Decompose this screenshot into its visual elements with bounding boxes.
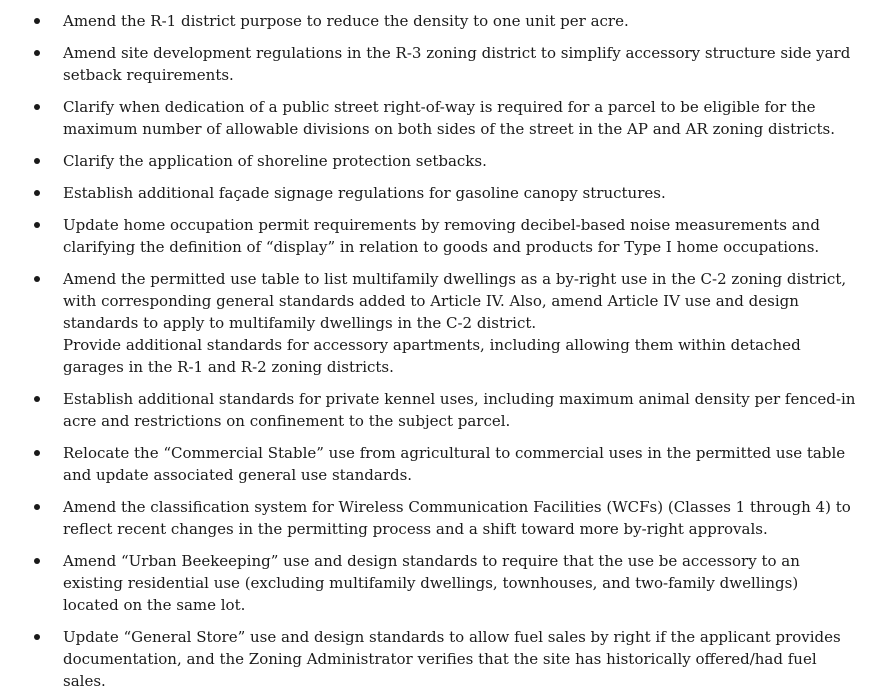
bullet-icon — [34, 190, 40, 196]
bullet-icon — [34, 104, 40, 110]
list-item-text: Update “General Store” use and design standards to allow fuel sales by right if the applicant provides documentation, and the Zoning Administrator verifies that the site has historically offered/had fuel sales. — [63, 628, 841, 690]
bullet-icon — [34, 634, 40, 640]
list-item-text: Clarify when dedication of a public street right-of-way is required for a parcel to be eligible for the maximum number of allowable divisions on both sides of the street in the AP and AR zoning districts. — [63, 98, 835, 138]
list-item-text: Update home occupation permit requirements by removing decibel-based noise measurements and clarifying the definition of “display” in relation to goods and products for Type I home occupations. — [63, 216, 820, 256]
bullet-icon — [34, 450, 40, 456]
list-item-text: Amend the classification system for Wireless Communication Facilities (WCFs) (Classes 1 through 4) to reflect recent changes in the permitting process and a shift toward more by-right approvals. — [63, 498, 851, 538]
list-item — [0, 150, 889, 172]
list-item — [0, 214, 889, 258]
list-item — [0, 10, 889, 32]
list-item-text: Amend the permitted use table to list multifamily dwellings as a by-right use in the C-2 zoning district, with corresponding general standards added to Article IV. Also, amend Article IV use and design standards to apply to multifamily dwellings in the C-2 district. — [63, 270, 847, 332]
bullet-icon — [34, 222, 40, 228]
list-item-text: Amend “Urban Beekeeping” use and design standards to require that the use be accessory to an existing residential use (excluding multifamily dwellings, townhouses, and two-family dwellings) located on the same lot. — [63, 552, 800, 614]
list-item — [0, 96, 889, 140]
bullet-icon — [34, 558, 40, 564]
bullet-icon — [34, 504, 40, 510]
list-item — [0, 626, 889, 692]
bullet-icon — [34, 50, 40, 56]
list-item — [0, 42, 889, 86]
bullet-icon — [34, 276, 40, 282]
list-item — [0, 388, 889, 432]
bullet-icon — [34, 158, 40, 164]
list-item-text: Relocate the “Commercial Stable” use from agricultural to commercial uses in the permitted use table and update associated general use standards. — [63, 444, 846, 484]
list-item — [0, 268, 889, 378]
list-item-text: Establish additional façade signage regulations for gasoline canopy structures. — [63, 184, 666, 202]
bullet-icon — [34, 18, 40, 24]
list-item-text: Establish additional standards for private kennel uses, including maximum animal density per fenced-in acre and restrictions on confinement to the subject parcel. — [63, 390, 856, 430]
list-item-text-continuation: Provide additional standards for accessory apartments, including allowing them within detached garages in the R-1 and R-2 zoning districts. — [63, 336, 801, 376]
list-item — [0, 550, 889, 616]
list-item — [0, 182, 889, 204]
list-item-text: Amend the R-1 district purpose to reduce the density to one unit per acre. — [63, 12, 629, 30]
list-item — [0, 496, 889, 540]
list-item-text: Clarify the application of shoreline protection setbacks. — [63, 152, 487, 170]
list-item-text: Amend site development regulations in the R-3 zoning district to simplify accessory structure side yard setback requirements. — [63, 44, 851, 84]
bullet-icon — [34, 396, 40, 402]
list-item — [0, 442, 889, 486]
